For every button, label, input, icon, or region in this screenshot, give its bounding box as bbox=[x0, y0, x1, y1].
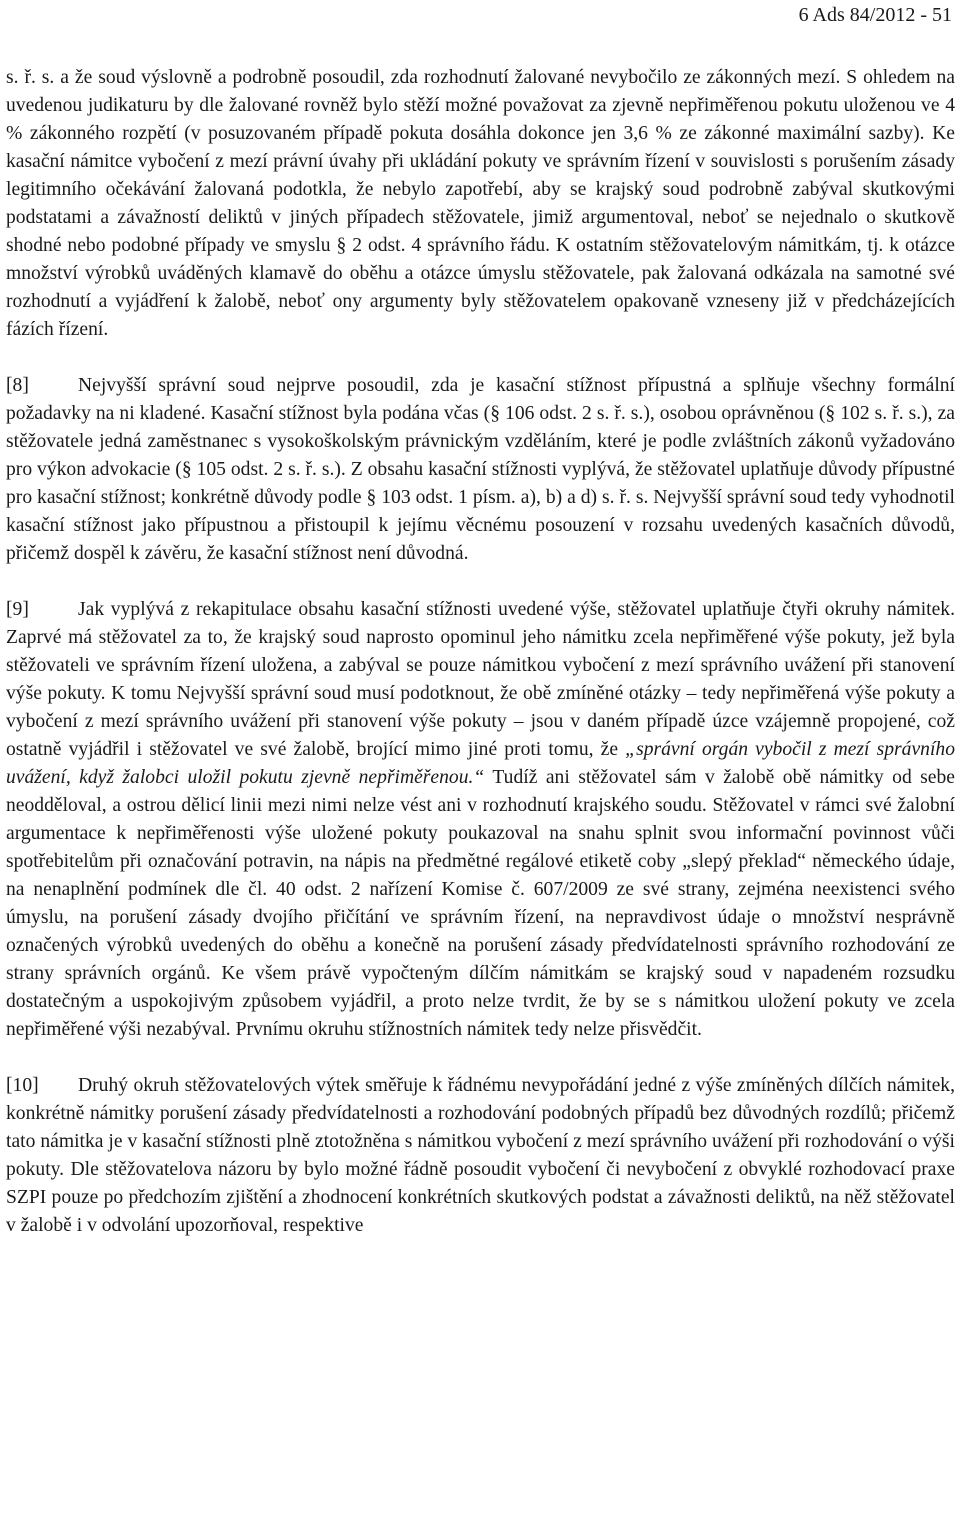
paragraph-10 bbox=[6, 1072, 955, 1240]
paragraph-continuation bbox=[6, 64, 955, 344]
paragraph-9 bbox=[6, 596, 955, 1044]
paragraph-text: Tudíž ani stěžovatel sám v žalobě obě námitky od sebe neodděloval, a ostrou dělicí linii mezi nimi nelze vést ani v rozhodnutí krajského soudu. Stěžovatel v rámci své žalobní argumentace k nepřiměřenosti výše uložené pokuty poukazoval na snahu splnit svou informační povinnost vůči spotřebitelům při označování potravin, na nápis na předmětné regálové etiketě coby „slepý překlad“ německého údaje, na nenaplnění podmínek dle čl. 40 odst. 2 nařízení Komise č. 607/2009 ze své strany, zejména neexistenci svého úmyslu, na porušení zásady dvojího přičítání ve správním řízení, na nepravdivost údaje o množství nesprávně označených výrobků uvedených do oběhu a konečně na porušení zásady předvídatelnosti správního rozhodování ze strany správních orgánů. Ke všem právě vypočteným dílčím námitkám se krajský soud v napadeném rozsudku dostatečným a uspokojivým způsobem vyjádřil, a proto nelze tvrdit, že by se s námitkou uložení pokuty ve zcela nepřiměřené výši nezabýval. Prvnímu okruhu stížnostních námitek tedy nelze přisvědčit. bbox=[6, 767, 955, 1040]
document-body bbox=[6, 64, 955, 1240]
paragraph-text: Druhý okruh stěžovatelových výtek směřuje k řádnému nevypořádání jedné z výše zmíněných dílčích námitek, konkrétně námitky porušení zásady předvídatelnosti a rozhodování podobných případů bez důvodných rozdílů; přičemž tato námitka je v kasační stížnosti plně ztotožněna s námitkou vybočení z mezí správního uvážení při rozhodování o výši pokuty. Dle stěžovatelova názoru by bylo možné řádně posoudit vybočení či nevybočení z obvyklé rozhodovací praxe SZPI pouze po předchozím zjištění a zhodnocení konkrétních skutkových podstat a závažnosti deliktů, na něž stěžovatel v žalobě i v odvolání upozorňoval, respektive bbox=[6, 1075, 955, 1236]
paragraph-number: [10] bbox=[6, 1075, 39, 1096]
paragraph-8 bbox=[6, 372, 955, 568]
paragraph-number: [9] bbox=[6, 599, 29, 620]
paragraph-text: Jak vyplývá z rekapitulace obsahu kasační stížnosti uvedené výše, stěžovatel uplatňuje čtyři okruhy námitek. Zaprvé má stěžovatel za to, že krajský soud naprosto opominul jeho námitku zcela nepřiměřené výše pokuty, jež byla stěžovateli ve správním řízení uložena, a zabýval se pouze námitkou vybočení z mezí správního uvážení při stanovení výše pokuty. K tomu Nejvyšší správní soud musí podotknout, že obě zmíněné otázky – tedy nepřiměřená výše pokuty a vybočení z mezí správního uvážení při stanovení výše pokuty – jsou v daném případě úzce vzájemně propojené, což ostatně vyjádřil i stěžovatel ve své žalobě, brojící mimo jiné proti tomu, že bbox=[6, 599, 955, 760]
italic-quotation: „správní orgán vybočil z mezí správního uvážení, když žalobci uložil pokutu zjevně nepřiměřenou.“ bbox=[6, 739, 955, 788]
paragraph-text: s. ř. s. a že soud výslovně a podrobně posoudil, zda rozhodnutí žalované nevybočilo ze zákonných mezí. S ohledem na uvedenou judikaturu by dle žalované rovněž bylo stěží možné považovat za zjevně nepřiměřenou pokutu uloženou ve 4 % zákonného rozpětí (v posuzovaném případě pokuta dosáhla dokonce jen 3,6 % ze zákonné maximální sazby). Ke kasační námitce vybočení z mezí právní úvahy při ukládání pokuty ve správním řízení v souvislosti s porušením zásady legitimního očekávání žalovaná podotkla, že nebylo zapotřebí, aby se krajský soud podrobně zabýval skutkovými podstatami a závažností deliktů v jiných případech stěžovatele, jimiž argumentoval, neboť se nejednalo o skutkově shodné nebo podobné případy ve smyslu § 2 odst. 4 správního řádu. K ostatním stěžovatelovým námitkám, tj. k otázce množství výrobků uváděných klamavě do oběhu a otázce úmyslu stěžovatele, pak žalovaná odkázala na samotné své rozhodnutí a vyjádření k žalobě, neboť ony argumenty byly stěžovatelem opakovaně vzneseny již v předcházejících fázích řízení. bbox=[6, 67, 955, 340]
page-header-reference: 6 Ads 84/2012 - 51 bbox=[798, 4, 952, 26]
paragraph-number: [8] bbox=[6, 375, 29, 396]
paragraph-text: Nejvyšší správní soud nejprve posoudil, zda je kasační stížnost přípustná a splňuje všechny formální požadavky na ni kladené. Kasační stížnost byla podána včas (§ 106 odst. 2 s. ř. s.), osobou oprávněnou (§ 102 s. ř. s.), za stěžovatele jedná zaměstnanec s vysokoškolským právnickým vzděláním, které je podle zvláštních zákonů vyžadováno pro výkon advokacie (§ 105 odst. 2 s. ř. s.). Z obsahu kasační stížnosti vyplývá, že stěžovatel uplatňuje důvody přípustné pro kasační stížnost; konkrétně důvody podle § 103 odst. 1 písm. a), b) a d) s. ř. s. Nejvyšší správní soud tedy vyhodnotil kasační stížnost jako přípustnou a přistoupil k jejímu věcnému posouzení v rozsahu uvedených kasačních důvodů, přičemž dospěl k závěru, že kasační stížnost není důvodná. bbox=[6, 375, 955, 564]
